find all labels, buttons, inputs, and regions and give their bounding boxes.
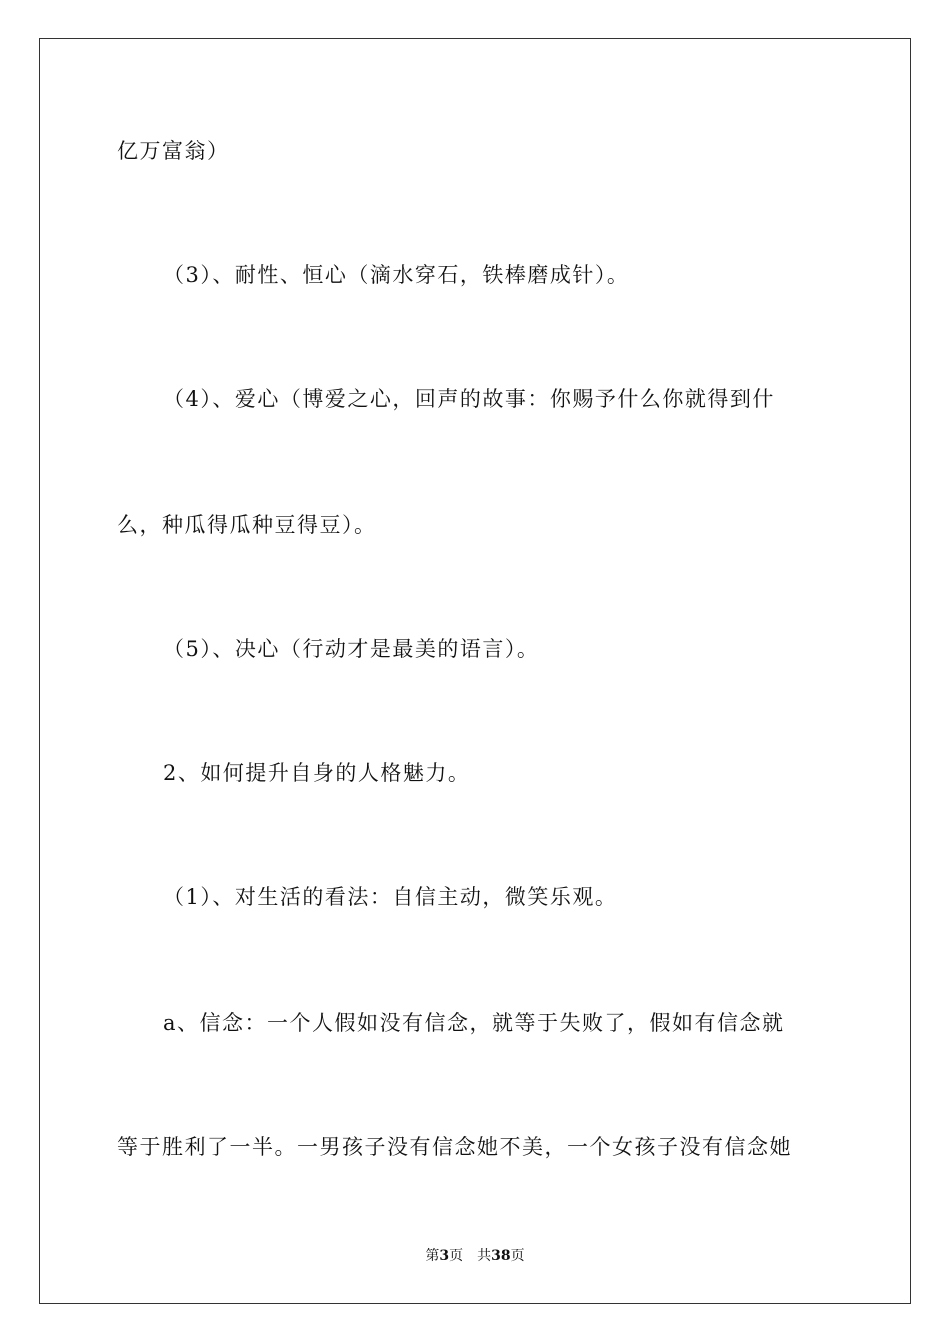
footer-current-page: 3	[439, 1248, 450, 1264]
text-line-5: （5）、决心（行动才是最美的语言）。	[163, 637, 540, 661]
text-line-9: 等于胜利了一半。一男孩子没有信念她不美，一个女孩子没有信念她	[117, 1135, 792, 1159]
footer-suffix: 页	[510, 1248, 525, 1264]
footer-mid: 页 共	[449, 1248, 492, 1264]
text-line-1: 亿万富翁）	[117, 139, 230, 163]
text-line-6: 2、如何提升自身的人格魅力。	[163, 761, 471, 785]
text-line-8: a、信念：一个人假如没有信念，就等于失败了，假如有信念就	[163, 1011, 785, 1035]
footer-total-pages: 38	[491, 1248, 511, 1264]
page-border	[39, 38, 911, 1304]
text-line-7: （1）、对生活的看法：自信主动，微笑乐观。	[163, 885, 618, 909]
text-line-2: （3）、耐性、恒心（滴水穿石，铁棒磨成针）。	[163, 263, 630, 287]
footer-prefix: 第	[425, 1248, 440, 1264]
page-footer	[0, 1246, 950, 1266]
text-line-4: 么，种瓜得瓜种豆得豆）。	[117, 513, 377, 537]
text-line-3: （4）、爱心（博爱之心，回声的故事：你赐予什么你就得到什	[163, 387, 775, 411]
